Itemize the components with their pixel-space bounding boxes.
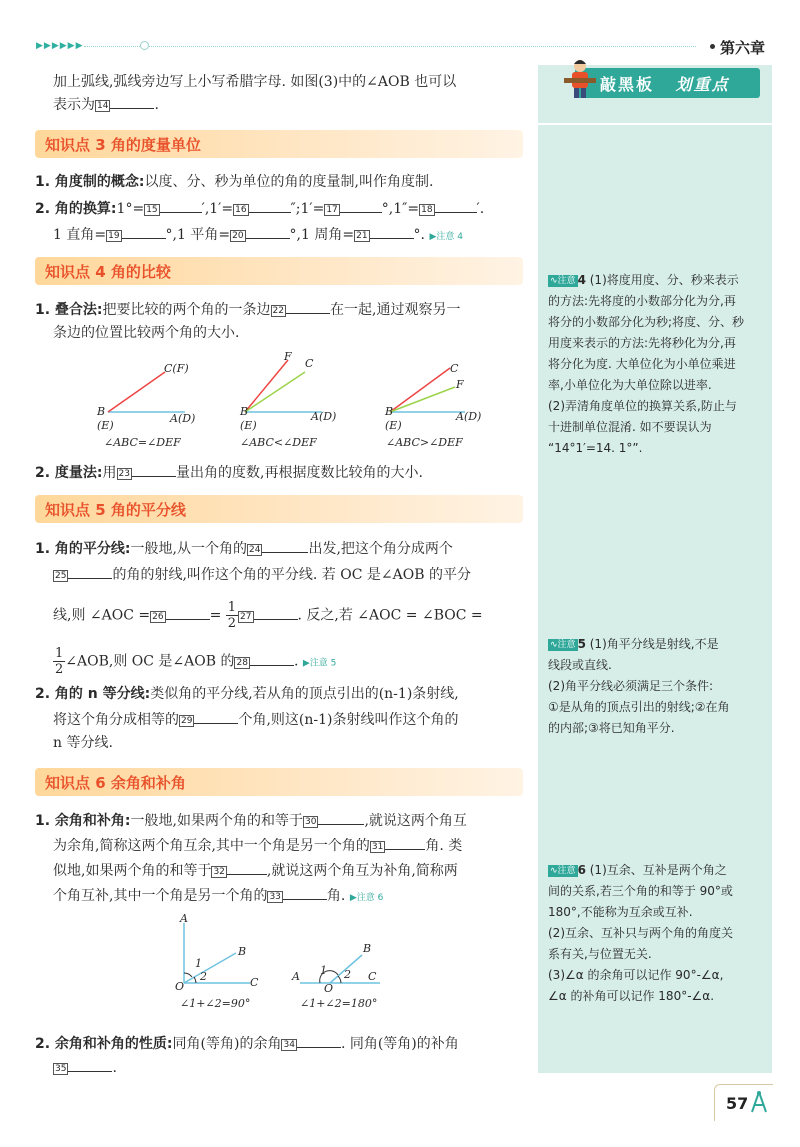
section-title: 知识点 6 余角和补角 [45,774,186,792]
kp3-item-2-row-2 [53,224,463,247]
note-line: 将分的小数部分化为秒;将度、分、秒 [548,315,745,329]
note-line [548,270,768,291]
intro-line-1: 加上弧线,弧线旁边写上小写希腊字母. 如图(3)中的∠AOB 也可以 [53,74,457,90]
fraction-denominator: 2 [227,616,237,631]
note-line: (2)角平分线必须满足三个条件: [548,679,714,693]
fraction-denominator: 2 [55,662,64,677]
note-line: ∠α 的补角可以记作 180°-∠α. [548,989,715,1003]
sidebar-title-sub: 划重点 [675,75,730,94]
item-text: 似地,如果两个角的和等于 [53,863,212,879]
note-tag: ∿注意 [550,640,576,650]
note-tag: ∿注意 [550,866,576,876]
note-text: (1)将度用度、分、秒来表示 [589,273,739,287]
intro-text: . [154,97,159,113]
figure-caption: ∠ABC<∠DEF [240,436,317,449]
item-text: 量出角的度数,再根据度数比较角的大小. [176,465,423,481]
blank-number: 20 [232,231,244,241]
header-circle [140,41,149,50]
note-number: 5 [577,637,586,651]
item-label: 2. 角的 n 等分线: [35,686,151,702]
answer-blank[interactable] [68,1057,112,1072]
note-line: 用度来表示的方法:先将秒化为分,再 [548,336,736,350]
item-text: 线,则 ∠AOC = [53,607,151,624]
section-heading-kp3 [35,130,523,158]
label-ad: A(D) [311,410,337,423]
item-text: 将这个角分成相等的 [53,712,179,728]
fraction-half [226,600,238,631]
blank-number: 32 [213,867,225,877]
blank-number: 25 [55,571,67,581]
label-o: O [175,980,185,993]
kp6-item-2 [35,1033,459,1054]
blank-number: 27 [240,611,252,622]
note-line: 十进制单位混淆. 如不要误认为 [548,420,712,434]
kp4-item-2 [35,462,423,483]
blank-number: 15 [146,205,158,215]
item-text: 一般地,如果两个角的和等于 [130,813,303,829]
label-c: C [450,362,459,375]
item-text: . [293,653,299,670]
ray-bc [390,368,450,412]
label-a: A [180,912,188,925]
answer-blank[interactable] [160,198,202,213]
blank-number: 21 [356,231,368,241]
item-text: 类似角的平分线,若从角的顶点引出的(n-1)条射线, [150,686,459,702]
blank-number: 16 [235,205,247,215]
note-4 [548,270,768,459]
kp4-item-1-cont: 条边的位置比较两个角的大小. [53,325,240,341]
fraction-numerator: 1 [227,600,237,615]
section-heading-kp4 [35,257,523,285]
label-a: A [292,970,300,983]
answer-blank[interactable] [110,94,154,109]
note-line: (2)互余、互补只与两个角的角度关 [548,926,733,940]
kp5-item-1-line-4 [53,646,336,677]
section-heading-kp5 [35,495,523,523]
kp3-item-1 [35,172,433,192]
label-f: F [284,350,292,363]
ray-bc [108,372,165,412]
item-text: 个角,则这(n-1)条射线叫作这个角的 [238,712,459,728]
label-c: C [250,976,259,989]
item-text: 1 直角= [53,227,107,243]
label-b: B [385,405,394,418]
blank-number: 30 [305,817,317,827]
blank-number: 24 [249,545,261,555]
label-2: 2 [200,970,207,983]
kp5-item-2 [35,684,459,704]
label-e: (E) [240,419,257,432]
intro-line-2 [53,94,159,115]
item-text: . 反之,若 ∠AOC = ∠BOC = [297,607,483,624]
section-title: 知识点 3 角的度量单位 [45,136,201,154]
label-b: B [363,942,372,955]
kp4-item-1 [35,299,460,320]
item-label: 1. 角度制的概念: [35,174,145,190]
label-o: O [324,982,334,995]
note-text: (1)互余、互补是两个角之 [589,863,727,877]
item-text: = [209,607,222,624]
figure-caption: ∠1+∠2=90° [180,997,251,1010]
item-text: . 同角(等角)的补角 [340,1036,459,1052]
label-1: 1 [320,964,327,977]
note-text: (1)角平分线是射线,不是 [589,637,719,651]
item-text: °,1 平角= [165,227,231,243]
item-text: 个角互补,其中一个角是另一个角的 [53,888,268,904]
note-line: 间的关系,若三个角的和等于 90°或 [548,884,733,898]
answer-blank[interactable] [68,564,112,579]
blank-number: 33 [269,892,281,902]
answer-blank[interactable] [194,709,238,724]
kp5-item-1-line-2 [53,564,471,585]
note-line: 的内部;③将已知角平分. [548,721,675,735]
item-text: ,就说这两个角互 [364,813,467,829]
answer-blank[interactable] [283,885,327,900]
sidebar-title [600,72,730,95]
kp5-item-1 [35,538,453,559]
angle-arc-2 [194,977,196,983]
fraction-numerator: 1 [55,646,64,661]
blank-number: 17 [326,205,338,215]
answer-blank[interactable] [318,810,364,825]
answer-blank[interactable] [166,605,210,620]
answer-blank[interactable] [435,198,477,213]
item-text: 用 [102,465,117,481]
kp5-item-2-line-2 [53,709,458,730]
kp5-item-2-line-3: n 等分线. [53,735,113,751]
item-text: 1°= [116,201,145,217]
note-line: “14°1′=14. 1°”. [548,441,643,455]
item-text: . [112,1060,117,1076]
item-label: 1. 角的平分线: [35,541,131,557]
answer-blank[interactable] [297,1033,341,1048]
item-text: 把要比较的两个角的一条边 [102,302,271,318]
item-text: 在一起,通过观察另一 [330,302,461,318]
item-text: 一般地,从一个角的 [130,541,247,557]
item-label: 2. 余角和补角的性质: [35,1036,173,1052]
item-text: ,就说这两个角互为补角,简称两 [266,863,458,879]
figure-caption: ∠ABC=∠DEF [104,436,181,449]
label-ad: A(D) [456,410,482,423]
label-e: (E) [385,419,402,432]
blank-number: 29 [181,716,193,726]
answer-blank[interactable] [249,198,291,213]
kp6-item-2-line-2 [53,1057,117,1078]
header-arrow-dots: ▶▶▶▶▶▶ [36,41,84,51]
item-label: 2. 角的换算: [35,201,117,217]
blank-number: 14 [97,101,109,111]
angle-arc-2 [338,976,341,983]
answer-blank[interactable] [122,224,166,239]
item-label: 2. 度量法: [35,465,103,481]
label-b: B [240,405,249,418]
note-line [548,634,768,655]
ray-ef [390,387,455,412]
blank-number: 31 [371,842,384,852]
intro-text: 表示为 [53,97,95,113]
note-line: 180°,不能称为互余或互补. [548,905,693,919]
answer-blank[interactable] [250,651,294,666]
answer-blank[interactable] [227,860,267,875]
item-text: ′,1′= [201,201,234,217]
item-text: °,1 周角= [289,227,355,243]
note-number: 4 [577,273,586,287]
note-line: ①是从角的顶点引出的射线;②在角 [548,700,730,714]
kp5-item-1-line-3 [53,600,483,631]
blank-number: 34 [283,1040,295,1050]
section-heading-kp6 [35,768,523,796]
item-text: 为余角,简称这两个角互余,其中一个角是另一个角的 [53,838,370,854]
label-c: C [368,970,377,983]
label-e: (E) [97,419,114,432]
figure-caption: ∠1+∠2=180° [300,997,378,1010]
kp6-item-1-line-3 [53,860,458,881]
angle-arc-1 [184,973,192,977]
blank-number: 26 [152,611,164,622]
header-rule [84,46,696,47]
note-number: 6 [577,863,586,877]
teacher-icon [560,56,600,102]
angle-comparison-figure [90,350,510,450]
note-tag-label: 注意 [557,640,576,650]
answer-blank[interactable] [340,198,382,213]
answer-blank[interactable] [262,538,308,553]
label-cf: C(F) [164,362,189,375]
answer-blank[interactable] [246,224,290,239]
note-line: 线段或直线. [548,658,612,672]
label-b: B [238,945,247,958]
blank-number: 22 [272,306,284,316]
header-bullet-icon [710,44,715,49]
item-text: ″;1′= [290,201,325,217]
kp6-item-1-line-2 [53,835,462,856]
page-number: 57 [726,1094,749,1113]
note-line: 的方法:先将度的小数部分化为分,再 [548,294,736,308]
item-text: 同角(等角)的余角 [172,1036,282,1052]
note-tag: ∿注意 [550,276,576,286]
ray-ef [245,360,288,412]
item-text: 角. [326,888,346,904]
item-text: ′. [476,201,485,217]
label-1: 1 [195,957,202,970]
compass-icon [748,1090,770,1114]
kp3-item-2 [35,198,484,219]
label-c: C [305,357,314,370]
item-text: °,1″= [381,201,420,217]
note-line: 将分化为度. 大单位化为小单位乘进 [548,357,736,371]
item-text: 角. 类 [425,838,463,854]
sidebar-title-main: 敲黑板 [600,75,655,94]
section-title: 知识点 5 角的平分线 [45,501,186,519]
kp6-item-1 [35,810,467,831]
ray-ob [184,953,236,983]
label-b: B [97,405,106,418]
item-text: °. [413,227,425,243]
note-reference-link[interactable]: ▶注意 5 [302,658,337,669]
note-reference-link[interactable]: ▶注意 6 [349,893,384,903]
note-tag-label: 注意 [557,276,576,286]
chapter-title: 第六章 [720,39,766,57]
figure-equal [108,372,185,412]
note-line: (2)弄清角度单位的换算关系,防止与 [548,399,737,413]
blank-number: 19 [108,231,120,241]
label-ad: A(D) [170,412,196,425]
answer-blank[interactable] [385,835,425,850]
label-f: F [456,378,464,391]
note-line: 率,小单位化为大单位除以进率. [548,378,712,392]
answer-blank[interactable] [370,224,414,239]
note-line: (3)∠α 的余角可以记作 90°-∠α, [548,968,724,982]
note-line: 系有关,与位置无关. [548,947,652,961]
blank-number: 35 [55,1064,67,1074]
note-6 [548,860,768,1007]
note-tag-label: 注意 [557,866,576,876]
label-2: 2 [344,968,351,981]
item-text: 出发,把这个角分成两个 [308,541,453,557]
ray-bc [245,372,305,412]
note-reference-link[interactable]: ▶注意 4 [429,232,463,242]
figure-caption: ∠ABC>∠DEF [386,436,463,449]
note-line [548,860,768,881]
answer-blank[interactable] [254,605,298,620]
kp6-item-1-line-4 [53,885,383,908]
item-label: 1. 叠合法: [35,302,103,318]
item-text: 的角的射线,叫作这个角的平分线. 若 OC 是∠AOB 的平分 [112,567,471,583]
section-title: 知识点 4 角的比较 [45,263,171,281]
fraction-half [53,646,65,677]
item-text: ∠AOB,则 OC 是∠AOB 的 [65,653,235,670]
item-text: 以度、分、秒为单位的角的度量制,叫作角度制. [144,174,434,190]
item-label: 1. 余角和补角: [35,813,131,829]
note-5 [548,634,768,739]
blank-number: 18 [421,205,433,215]
answer-blank[interactable] [132,462,176,477]
blank-number: 28 [236,657,248,668]
complement-supplement-figure [170,915,400,995]
blank-number: 23 [118,469,130,479]
answer-blank[interactable] [286,299,330,314]
